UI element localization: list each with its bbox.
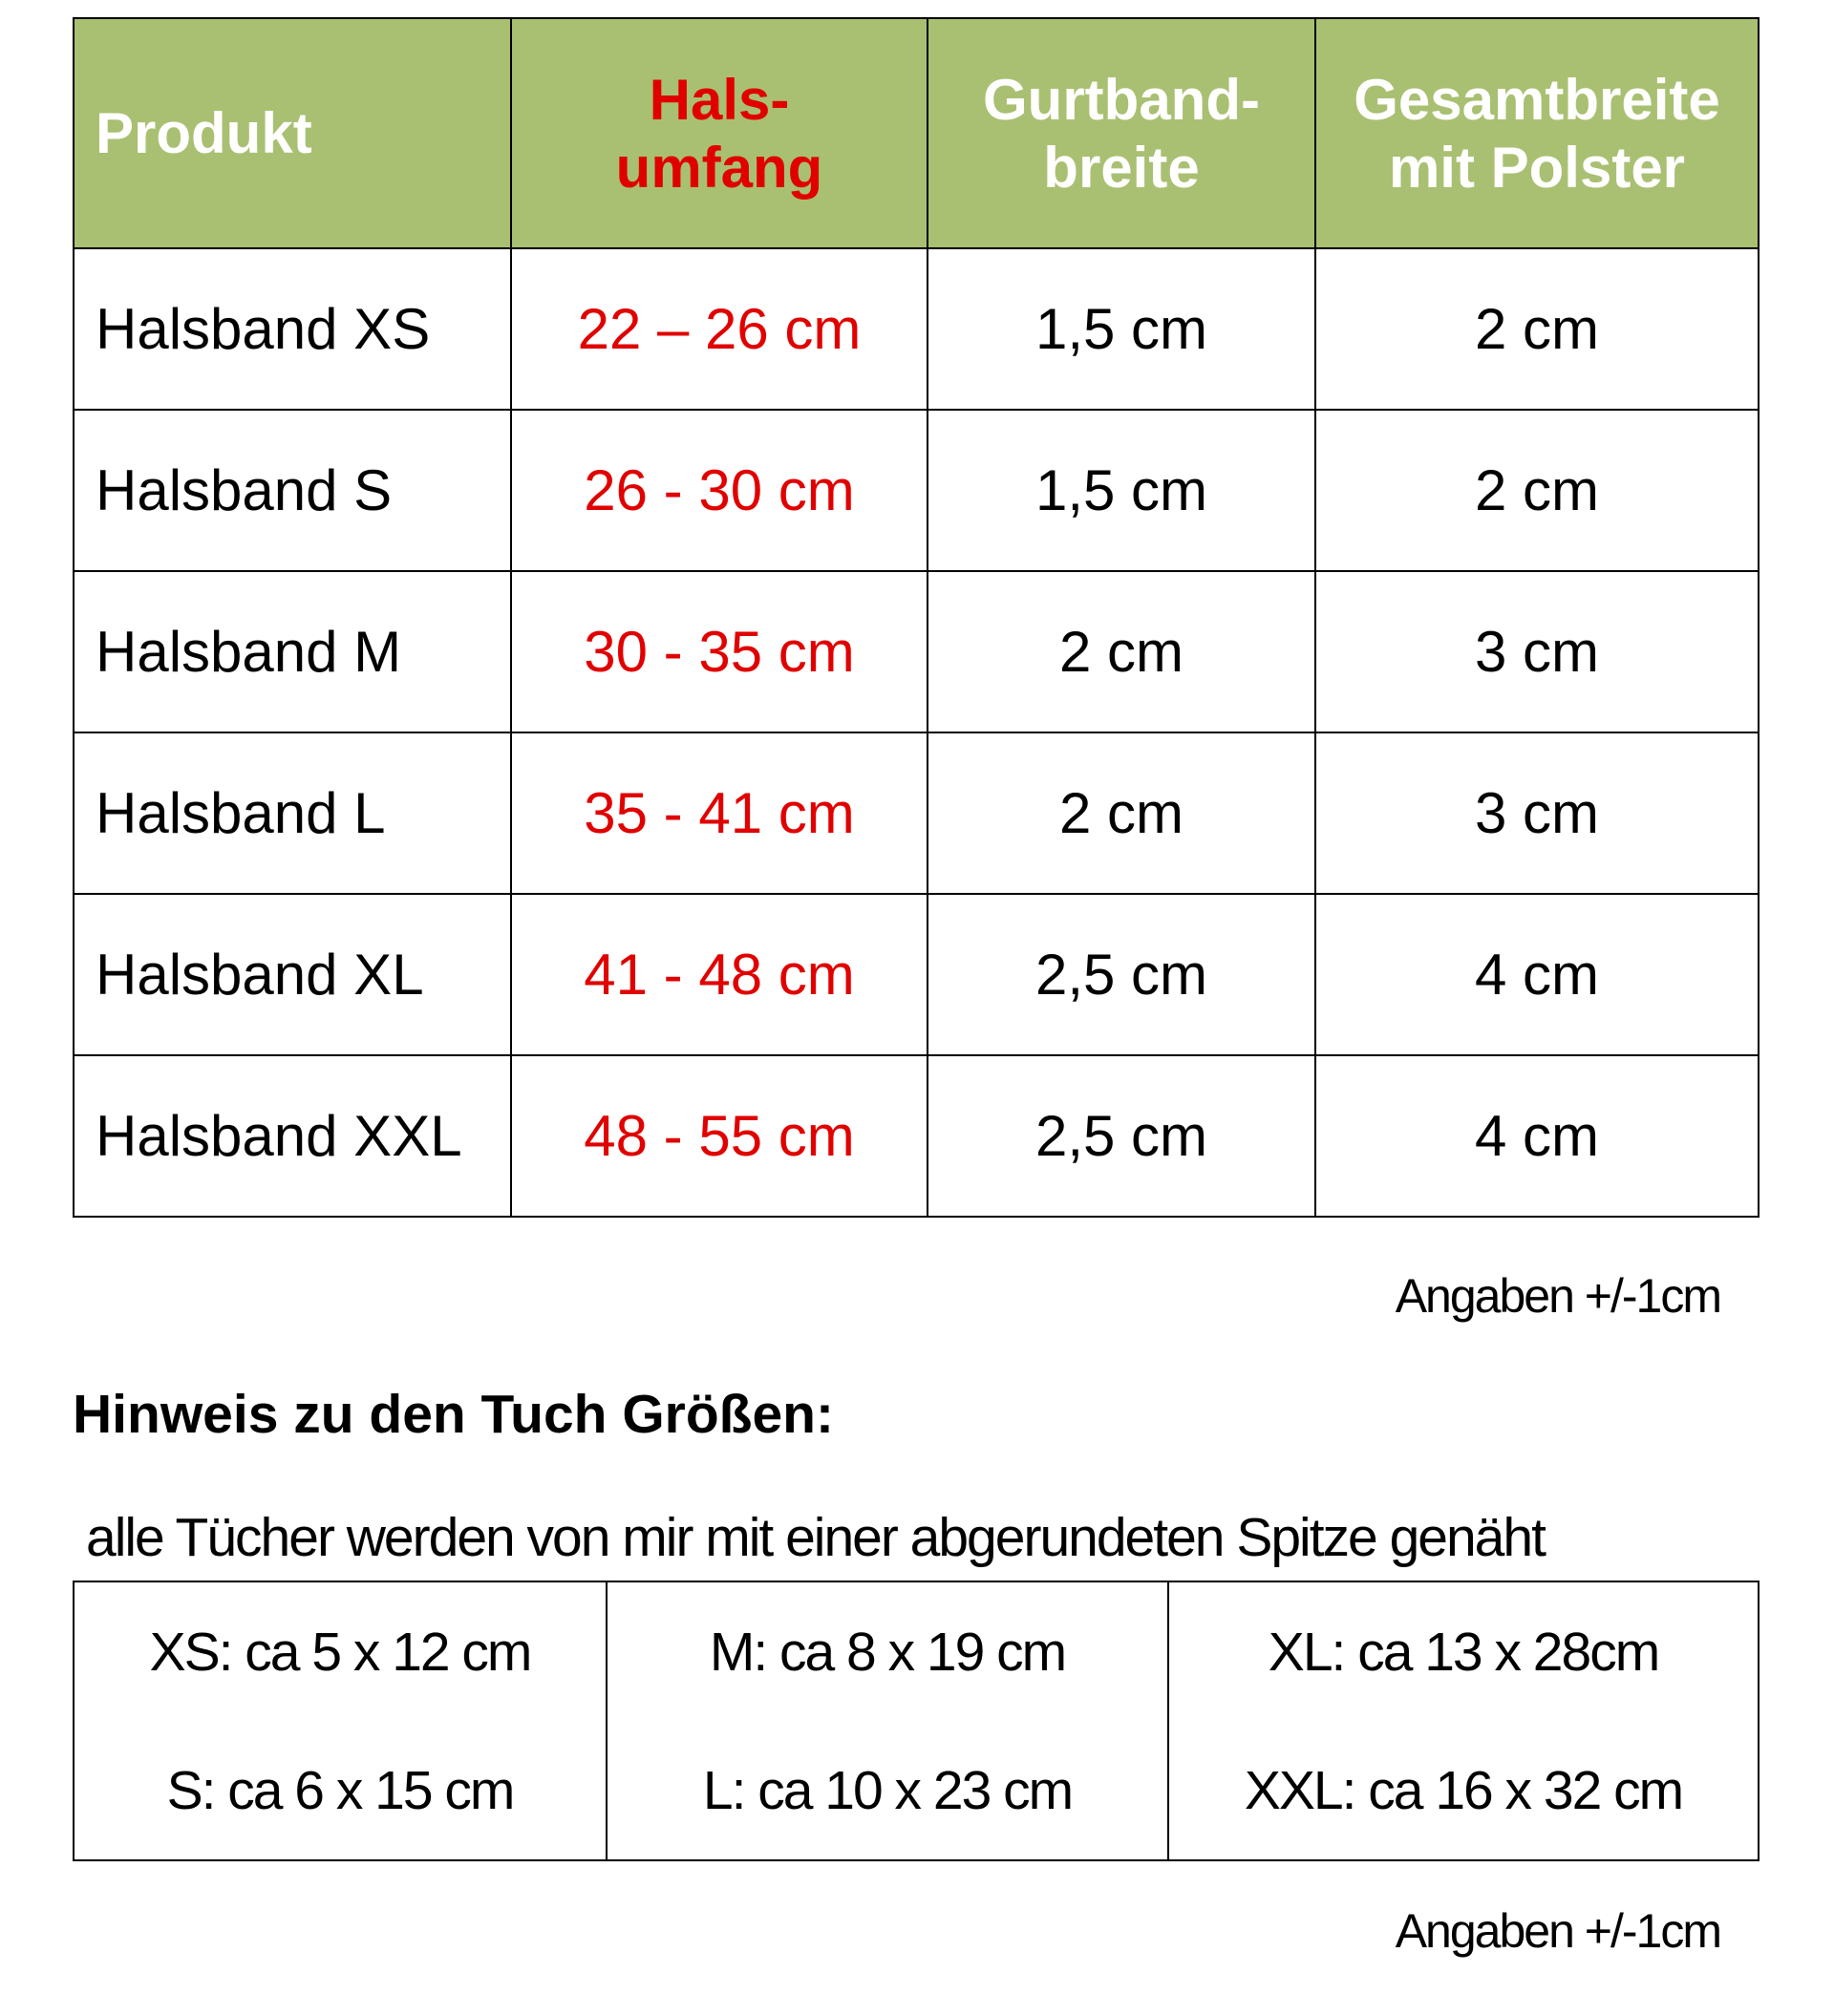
product-cell: Halsband S [74,410,511,571]
table-row [74,571,1759,732]
scarf-size-cell: S: ca 6 x 15 cm [74,1721,607,1860]
table-header-row [74,18,1759,248]
total-cell: 3 cm [1315,732,1759,894]
strap-cell: 1,5 cm [928,248,1315,410]
strap-cell: 2 cm [928,571,1315,732]
product-cell: Halsband XS [74,248,511,410]
product-cell: Halsband XL [74,894,511,1055]
scarf-size-cell: M: ca 8 x 19 cm [607,1581,1168,1721]
table-row [74,1721,1759,1860]
header-total-width: Gesamtbreite mit Polster [1315,18,1759,248]
table-row [74,894,1759,1055]
neck-cell: 41 - 48 cm [511,894,928,1055]
neck-cell: 30 - 35 cm [511,571,928,732]
collar-size-table [73,17,1759,1218]
size-table-tolerance-note: Angaben +/-1cm [1395,1269,1720,1323]
table-row [74,1055,1759,1217]
product-cell: Halsband M [74,571,511,732]
header-strap-width: Gurtband- breite [928,18,1315,248]
scarf-section-intro: alle Tücher werden von mir mit einer abgerundeten Spitze genäht [86,1507,1545,1568]
strap-cell: 1,5 cm [928,410,1315,571]
neck-cell: 35 - 41 cm [511,732,928,894]
scarf-size-cell: XXL: ca 16 x 32 cm [1168,1721,1759,1860]
strap-cell: 2,5 cm [928,894,1315,1055]
scarf-size-cell: XS: ca 5 x 12 cm [74,1581,607,1721]
table-row [74,248,1759,410]
header-product: Produkt [74,18,511,248]
strap-cell: 2,5 cm [928,1055,1315,1217]
scarf-size-cell: XL: ca 13 x 28cm [1168,1581,1759,1721]
total-cell: 3 cm [1315,571,1759,732]
total-cell: 2 cm [1315,410,1759,571]
table-row [74,732,1759,894]
table-row [74,410,1759,571]
neck-cell: 48 - 55 cm [511,1055,928,1217]
neck-cell: 22 – 26 cm [511,248,928,410]
neck-cell: 26 - 30 cm [511,410,928,571]
product-cell: Halsband L [74,732,511,894]
scarf-size-cell: L: ca 10 x 23 cm [607,1721,1168,1860]
scarf-size-table [73,1581,1759,1861]
product-cell: Halsband XXL [74,1055,511,1217]
strap-cell: 2 cm [928,732,1315,894]
header-neck-circumference: Hals- umfang [511,18,928,248]
table-row [74,1581,1759,1721]
scarf-section-heading: Hinweis zu den Tuch Größen: [73,1384,834,1445]
total-cell: 4 cm [1315,894,1759,1055]
total-cell: 4 cm [1315,1055,1759,1217]
scarf-table-tolerance-note: Angaben +/-1cm [1395,1904,1720,1958]
total-cell: 2 cm [1315,248,1759,410]
